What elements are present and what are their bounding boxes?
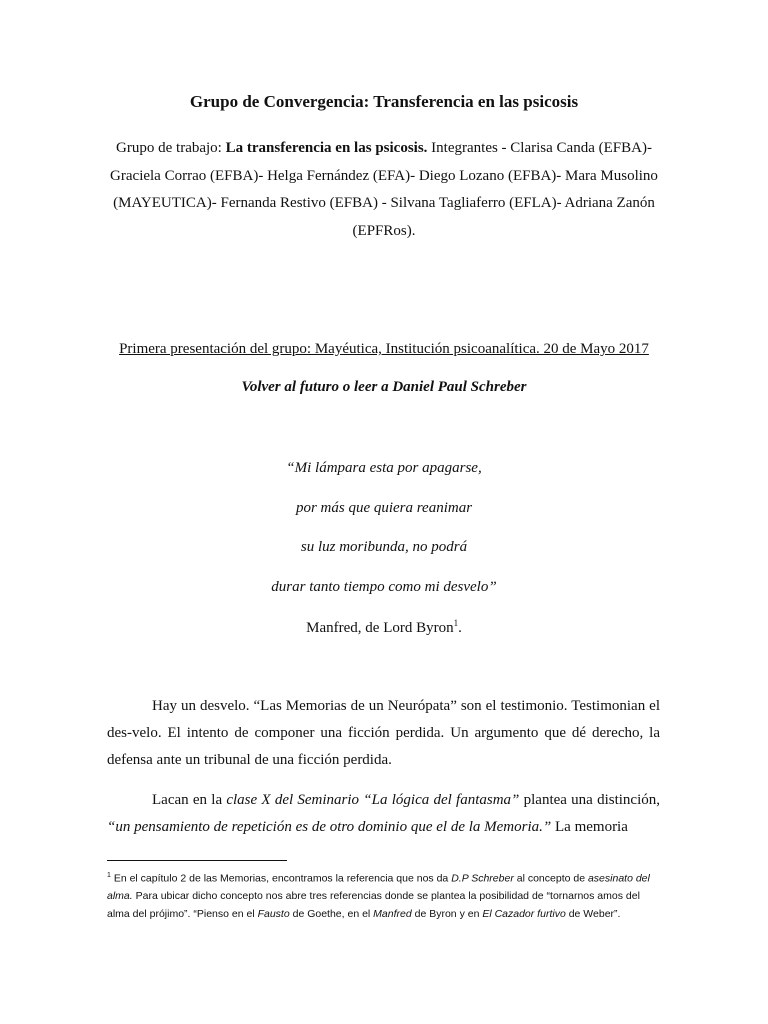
paragraph2-quote: “un pensamiento de repetición es de otro dominio que el de la Memoria.” <box>107 819 552 835</box>
epigraph-line-2: por más que quiera reanimar <box>295 500 473 516</box>
footnote-italic-cazador: El Cazador furtivo <box>482 907 566 920</box>
group-topic: La transferencia en las psicosis. <box>225 140 428 156</box>
footnote-text: Para ubicar dicho concepto nos abre tres referencias donde se plantea la posibilidad de “tornarnos amos del alma del prójimo”. “Pienso en el <box>107 890 640 920</box>
footnote-italic-manfred: Manfred <box>373 907 412 920</box>
footnote-reference[interactable]: 1 <box>453 618 459 628</box>
footnote-1 <box>107 867 660 923</box>
footnote-text: de Weber”. <box>565 907 621 920</box>
footnote-separator <box>107 860 287 861</box>
paragraph2-mid: plantea una distinción, <box>519 792 660 808</box>
footnote-text: de Goethe, en el <box>289 907 374 920</box>
footnote-italic-concept: asesinato del alma. <box>107 872 650 902</box>
footnote-italic-fausto: Fausto <box>257 907 290 920</box>
footnote-text: de Byron y en <box>411 907 483 920</box>
body-paragraph-2 <box>107 787 660 841</box>
attribution-period: . <box>458 620 462 636</box>
section-subtitle: Volver al futuro o leer a Daniel Paul Schreber <box>241 379 527 395</box>
group-members: Integrantes - Clarisa Canda (EFBA)- Graciela Corrao (EFBA)- Helga Fernández (EFA)- Diego Lozano (EFBA)- Mara Musolino (MAYEUTICA)- Fernanda Restivo (EFBA) - Silvana Tagliaferro (EFLA)- Adriana Zanón (EPFRos). <box>110 140 658 239</box>
paragraph2-lead: Lacan en la <box>152 792 227 808</box>
epigraph-line-1: “Mi lámpara esta por apagarse, <box>286 460 482 476</box>
epigraph-attribution <box>0 618 768 637</box>
epigraph-line-3: su luz moribunda, no podrá <box>300 539 468 555</box>
footnote-italic-author: D.P Schreber <box>451 872 514 885</box>
working-group-info <box>100 135 668 245</box>
document-title: Grupo de Convergencia: Transferencia en las psicosis <box>189 92 579 111</box>
attribution-text: Manfred, de Lord Byron <box>306 620 454 636</box>
footnote-text: En el capítulo 2 de las Memorias, encontramos la referencia que nos da <box>110 872 452 885</box>
group-prefix: Grupo de trabajo: <box>116 140 226 156</box>
epigraph-line-4: durar tanto tiempo como mi desvelo” <box>271 579 497 595</box>
presentation-line: Primera presentación del grupo: Mayéutica, Institución psicoanalítica. 20 de Mayo 2017 <box>119 341 649 357</box>
paragraph2-tail: La memoria <box>551 819 628 835</box>
paragraph2-seminar-reference: clase X del Seminario “La lógica del fantasma” <box>226 792 520 808</box>
footnote-marker: 1 <box>107 872 111 879</box>
footnote-text: al concepto de <box>513 872 588 885</box>
body-paragraph-1: Hay un desvelo. “Las Memorias de un Neurópata” son el testimonio. Testimonian el des-velo. El intento de componer una ficción perdida. Un argumento que dé derecho, la defensa ante un tribunal de una ficción perdida. <box>107 698 660 768</box>
